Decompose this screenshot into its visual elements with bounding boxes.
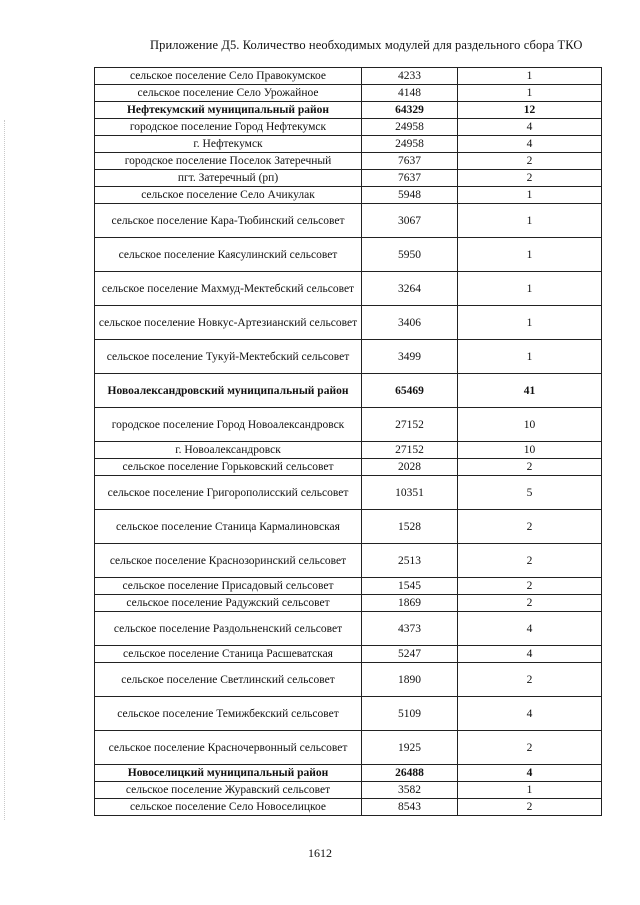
modules-count-cell: 12 <box>458 102 602 119</box>
settlement-name-cell: Нефтекумский муниципальный район <box>95 102 362 119</box>
page-number: 1612 <box>308 846 332 860</box>
modules-count-cell: 41 <box>458 374 602 408</box>
table-row <box>95 204 602 238</box>
modules-count-cell: 2 <box>458 459 602 476</box>
population-cell: 24958 <box>362 119 458 136</box>
settlement-name-cell: сельское поселение Село Правокумское <box>95 68 362 85</box>
population-cell: 24958 <box>362 136 458 153</box>
table-row <box>95 612 602 646</box>
modules-count-cell: 2 <box>458 731 602 765</box>
population-cell: 7637 <box>362 153 458 170</box>
population-cell: 1545 <box>362 578 458 595</box>
population-cell: 3582 <box>362 782 458 799</box>
modules-count-cell: 1 <box>458 782 602 799</box>
settlement-name-cell: г. Новоалександровск <box>95 442 362 459</box>
settlement-name-cell: сельское поселение Кара-Тюбинский сельсовет <box>95 204 362 238</box>
settlement-name-cell: сельское поселение Станица Кармалиновская <box>95 510 362 544</box>
population-cell: 1890 <box>362 663 458 697</box>
modules-count-cell: 4 <box>458 646 602 663</box>
settlement-name-cell: сельское поселение Новкус-Артезианский сельсовет <box>95 306 362 340</box>
table-row <box>95 731 602 765</box>
table-row <box>95 340 602 374</box>
modules-count-cell: 2 <box>458 595 602 612</box>
modules-count-cell: 1 <box>458 187 602 204</box>
modules-count-cell: 4 <box>458 119 602 136</box>
settlement-name-cell: сельское поселение Тукуй-Мектебский сельсовет <box>95 340 362 374</box>
population-cell: 5948 <box>362 187 458 204</box>
binder-hole-marks <box>4 120 7 820</box>
modules-count-cell: 4 <box>458 612 602 646</box>
settlement-name-cell: сельское поселение Махмуд-Мектебский сельсовет <box>95 272 362 306</box>
settlement-name-cell: сельское поселение Журавский сельсовет <box>95 782 362 799</box>
table-row <box>95 442 602 459</box>
modules-count-cell: 1 <box>458 204 602 238</box>
modules-count-cell: 1 <box>458 68 602 85</box>
table-row <box>95 646 602 663</box>
population-cell: 4148 <box>362 85 458 102</box>
modules-count-cell: 2 <box>458 799 602 816</box>
settlement-name-cell: сельское поселение Красночервонный сельсовет <box>95 731 362 765</box>
modules-count-cell: 2 <box>458 578 602 595</box>
table-row <box>95 510 602 544</box>
settlement-name-cell: городское поселение Город Нефтекумск <box>95 119 362 136</box>
population-cell: 1925 <box>362 731 458 765</box>
modules-count-cell: 10 <box>458 408 602 442</box>
modules-count-cell: 1 <box>458 85 602 102</box>
modules-count-cell: 1 <box>458 272 602 306</box>
table-row <box>95 782 602 799</box>
population-cell: 65469 <box>362 374 458 408</box>
population-cell: 4233 <box>362 68 458 85</box>
settlement-name-cell: сельское поселение Село Урожайное <box>95 85 362 102</box>
modules-count-cell: 1 <box>458 306 602 340</box>
population-cell: 3499 <box>362 340 458 374</box>
table-row <box>95 306 602 340</box>
page-title: Приложение Д5. Количество необходимых модулей для раздельного сбора ТКО <box>150 38 583 52</box>
settlement-name-cell: городское поселение Город Новоалександровск <box>95 408 362 442</box>
modules-table <box>94 67 602 816</box>
settlement-name-cell: сельское поселение Темижбекский сельсовет <box>95 697 362 731</box>
table-row <box>95 544 602 578</box>
modules-count-cell: 5 <box>458 476 602 510</box>
table-row <box>95 799 602 816</box>
population-cell: 3264 <box>362 272 458 306</box>
modules-count-cell: 2 <box>458 153 602 170</box>
population-cell: 1869 <box>362 595 458 612</box>
settlement-name-cell: сельское поселение Радужский сельсовет <box>95 595 362 612</box>
population-cell: 7637 <box>362 170 458 187</box>
table-row <box>95 68 602 85</box>
population-cell: 26488 <box>362 765 458 782</box>
settlement-name-cell: сельское поселение Село Новоселицкое <box>95 799 362 816</box>
district-total-row <box>95 765 602 782</box>
population-cell: 1528 <box>362 510 458 544</box>
table-row <box>95 476 602 510</box>
settlement-name-cell: городское поселение Поселок Затеречный <box>95 153 362 170</box>
table-row <box>95 697 602 731</box>
district-total-row <box>95 374 602 408</box>
table-row <box>95 408 602 442</box>
modules-count-cell: 2 <box>458 544 602 578</box>
table-row <box>95 119 602 136</box>
modules-count-cell: 2 <box>458 170 602 187</box>
modules-count-cell: 2 <box>458 663 602 697</box>
table-row <box>95 272 602 306</box>
population-cell: 5950 <box>362 238 458 272</box>
settlement-name-cell: Новоселицкий муниципальный район <box>95 765 362 782</box>
modules-count-cell: 1 <box>458 238 602 272</box>
table-row <box>95 85 602 102</box>
table-row <box>95 663 602 697</box>
modules-count-cell: 4 <box>458 765 602 782</box>
modules-count-cell: 1 <box>458 340 602 374</box>
table-row <box>95 136 602 153</box>
population-cell: 2513 <box>362 544 458 578</box>
population-cell: 27152 <box>362 442 458 459</box>
table-row <box>95 578 602 595</box>
modules-count-cell: 4 <box>458 136 602 153</box>
population-cell: 4373 <box>362 612 458 646</box>
settlement-name-cell: Новоалександровский муниципальный район <box>95 374 362 408</box>
population-cell: 64329 <box>362 102 458 119</box>
settlement-name-cell: сельское поселение Село Ачикулак <box>95 187 362 204</box>
settlement-name-cell: сельское поселение Станица Расшеватская <box>95 646 362 663</box>
modules-count-cell: 4 <box>458 697 602 731</box>
population-cell: 5247 <box>362 646 458 663</box>
settlement-name-cell: сельское поселение Светлинский сельсовет <box>95 663 362 697</box>
settlement-name-cell: сельское поселение Горьковский сельсовет <box>95 459 362 476</box>
table-row <box>95 153 602 170</box>
settlement-name-cell: сельское поселение Каясулинский сельсовет <box>95 238 362 272</box>
settlement-name-cell: сельское поселение Раздольненский сельсовет <box>95 612 362 646</box>
modules-count-cell: 2 <box>458 510 602 544</box>
settlement-name-cell: сельское поселение Григорополисский сельсовет <box>95 476 362 510</box>
population-cell: 5109 <box>362 697 458 731</box>
population-cell: 2028 <box>362 459 458 476</box>
population-cell: 3406 <box>362 306 458 340</box>
settlement-name-cell: г. Нефтекумск <box>95 136 362 153</box>
population-cell: 8543 <box>362 799 458 816</box>
settlement-name-cell: пгт. Затеречный (рп) <box>95 170 362 187</box>
table-row <box>95 238 602 272</box>
district-total-row <box>95 102 602 119</box>
table-row <box>95 459 602 476</box>
modules-table-body <box>95 68 602 816</box>
modules-count-cell: 10 <box>458 442 602 459</box>
table-row <box>95 170 602 187</box>
table-row <box>95 595 602 612</box>
settlement-name-cell: сельское поселение Краснозоринский сельсовет <box>95 544 362 578</box>
population-cell: 3067 <box>362 204 458 238</box>
settlement-name-cell: сельское поселение Присадовый сельсовет <box>95 578 362 595</box>
population-cell: 27152 <box>362 408 458 442</box>
table-row <box>95 187 602 204</box>
population-cell: 10351 <box>362 476 458 510</box>
